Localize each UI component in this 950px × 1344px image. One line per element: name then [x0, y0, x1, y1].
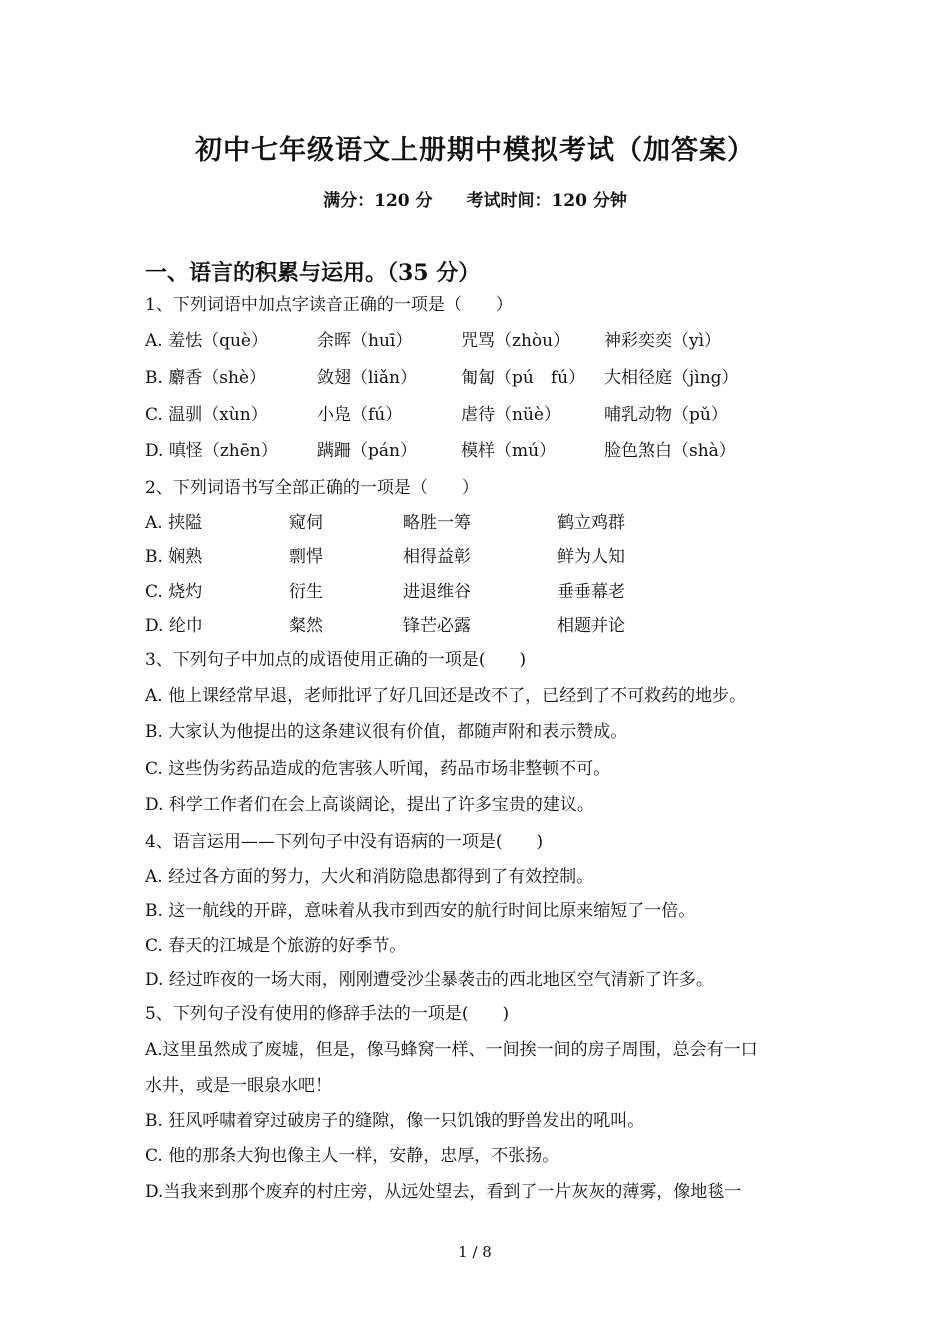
question-1-stem: 1、下列词语中加点字读音正确的一项是（ ）	[145, 295, 513, 315]
q2-a-item-2: 窥伺	[289, 513, 323, 533]
q2-b-item-4: 鲜为人知	[557, 547, 625, 567]
q1-b-item-1: B. 麝香（shè）	[145, 368, 267, 388]
q1-a-item-1: A. 羞怯（què）	[145, 331, 268, 351]
exam-title: 初中七年级语文上册期中模拟考试（加答案）	[195, 135, 755, 166]
q2-c-item-3: 进退维谷	[403, 582, 471, 602]
q1-b-item-4: 大相径庭（jìng）	[604, 368, 739, 388]
question-4-stem: 4、语言运用——下列句子中没有语病的一项是( )	[145, 832, 544, 852]
q1-d-item-2: 蹒跚（pán）	[317, 441, 417, 461]
q1-a-item-4: 神彩奕奕（yì）	[604, 331, 722, 351]
question-2-stem: 2、下列词语书写全部正确的一项是（ ）	[145, 478, 479, 498]
q1-b-item-3: 匍匐（pú fú）	[461, 368, 586, 388]
exam-info	[0, 186, 950, 211]
q4-option-d: D. 经过昨夜的一场大雨，刚刚遭受沙尘暴袭击的西北地区空气清新了许多。	[145, 970, 713, 990]
page-number: 1 / 8	[458, 1243, 492, 1261]
q2-a-item-3: 略胜一筹	[403, 513, 471, 533]
q1-d-item-1: D. 嗔怪（zhēn）	[145, 441, 278, 461]
q1-c-item-3: 虐待（nüè）	[461, 405, 561, 425]
q5-option-c: C. 他的那条大狗也像主人一样，安静，忠厚，不张扬。	[145, 1146, 560, 1166]
q2-a-item-4: 鹤立鸡群	[557, 513, 625, 533]
q1-a-item-2: 余晖（huī）	[317, 331, 413, 351]
q2-c-item-1: C. 烧灼	[145, 582, 203, 602]
q2-d-item-4: 相题并论	[557, 616, 625, 636]
question-5-stem: 5、下列句子没有使用的修辞手法的一项是( )	[145, 1004, 510, 1024]
q2-c-item-2: 衍生	[289, 582, 323, 602]
question-3-stem: 3、下列句子中加点的成语使用正确的一项是( )	[145, 650, 527, 670]
q1-c-item-2: 小凫（fú）	[317, 405, 403, 425]
q1-d-item-4: 脸色煞白（shà）	[604, 441, 736, 461]
q2-a-item-1: A. 挟隘	[145, 513, 203, 533]
q5-option-a-line-1: A.这里虽然成了废墟，但是，像马蜂窝一样、一间挨一间的房子周围，总会有一口	[145, 1040, 758, 1060]
full-score: 满分：120 分	[323, 191, 433, 211]
q5-option-d: D.当我来到那个废弃的村庄旁，从远处望去，看到了一片灰灰的薄雾，像地毯一	[145, 1182, 742, 1202]
q2-d-item-2: 粲然	[289, 616, 323, 636]
q1-c-item-1: C. 温驯（xùn）	[145, 405, 268, 425]
q2-c-item-4: 垂垂幕老	[557, 582, 625, 602]
exam-time: 考试时间：120 分钟	[466, 191, 627, 211]
q3-option-a: A. 他上课经常早退，老师批评了好几回还是改不了，已经到了不可救药的地步。	[145, 686, 747, 706]
q2-d-item-1: D. 纶巾	[145, 616, 203, 636]
q4-option-b: B. 这一航线的开辟，意味着从我市到西安的航行时间比原来缩短了一倍。	[145, 901, 696, 921]
q3-option-d: D. 科学工作者们在会上高谈阔论，提出了许多宝贵的建议。	[145, 795, 594, 815]
q2-b-item-2: 剽悍	[289, 547, 323, 567]
q4-option-a: A. 经过各方面的努力，大火和消防隐患都得到了有效控制。	[145, 867, 594, 887]
q1-a-item-3: 咒骂（zhòu）	[461, 331, 571, 351]
q3-option-c: C. 这些伪劣药品造成的危害骇人听闻，药品市场非整顿不可。	[145, 759, 611, 779]
q2-d-item-3: 锋芒必露	[403, 616, 471, 636]
q2-b-item-3: 相得益彰	[403, 547, 471, 567]
q3-option-b: B. 大家认为他提出的这条建议很有价值，都随声附和表示赞成。	[145, 722, 628, 742]
q4-option-c: C. 春天的江城是个旅游的好季节。	[145, 936, 407, 956]
section-heading: 一、语言的积累与运用。（35 分）	[145, 260, 481, 286]
q1-c-item-4: 哺乳动物（pǔ）	[604, 405, 728, 425]
q1-d-item-3: 模样（mú）	[461, 441, 557, 461]
q5-option-a-line-2: 水井，或是一眼泉水吧！	[145, 1076, 332, 1096]
q1-b-item-2: 敛翅（liǎn）	[317, 368, 417, 388]
q2-b-item-1: B. 娴熟	[145, 547, 203, 567]
q5-option-b: B. 狂风呼啸着穿过破房子的缝隙，像一只饥饿的野兽发出的吼叫。	[145, 1111, 645, 1131]
